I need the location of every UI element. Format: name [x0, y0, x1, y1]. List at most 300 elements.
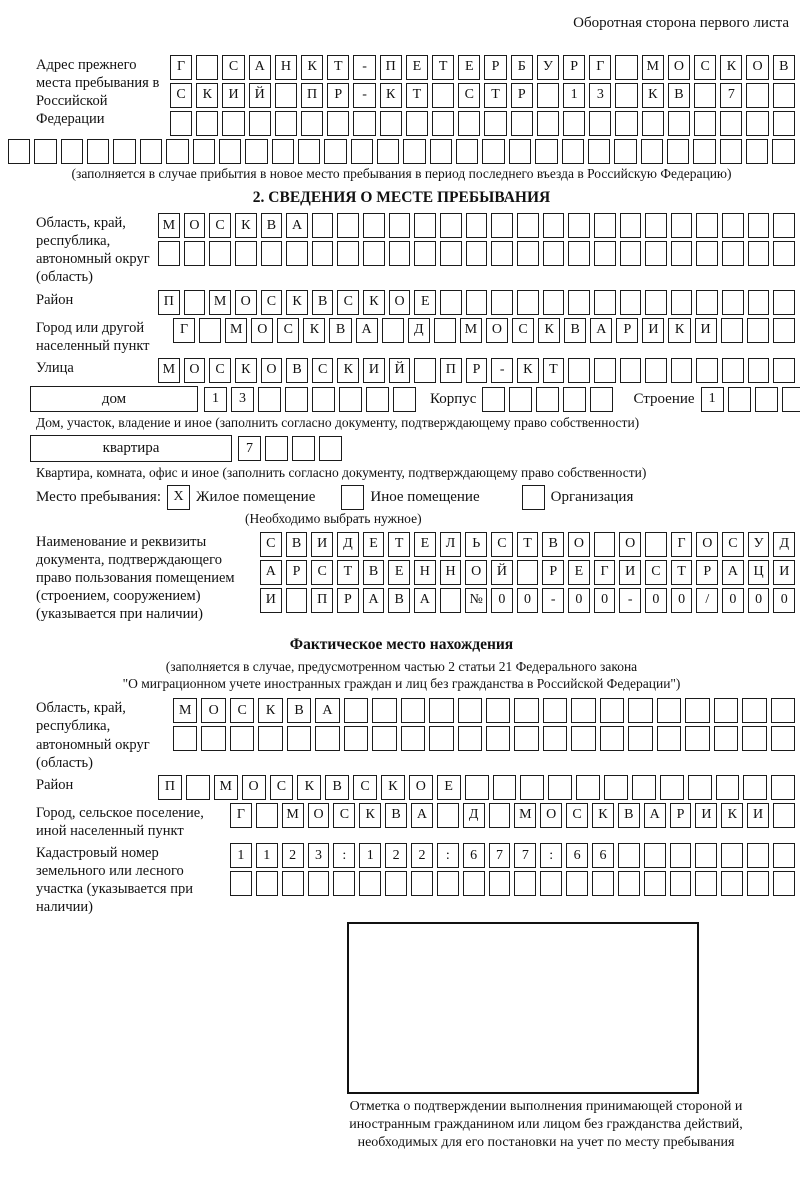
char-cell[interactable] — [645, 532, 667, 557]
char-cell[interactable]: 2 — [282, 843, 304, 868]
char-cell[interactable]: Е — [568, 560, 590, 585]
char-cell[interactable] — [517, 290, 539, 315]
char-cell[interactable]: В — [363, 560, 385, 585]
char-cell[interactable] — [657, 698, 681, 723]
char-cell[interactable] — [721, 871, 743, 896]
char-cell[interactable] — [594, 290, 616, 315]
char-cell[interactable] — [414, 213, 436, 238]
char-cell[interactable]: С — [312, 358, 334, 383]
char-cell[interactable] — [437, 803, 459, 828]
char-cell[interactable] — [486, 698, 510, 723]
char-cell[interactable] — [748, 290, 770, 315]
char-cell[interactable]: 6 — [566, 843, 588, 868]
char-cell[interactable] — [620, 358, 642, 383]
char-cell[interactable]: О — [668, 55, 690, 80]
char-cell[interactable] — [372, 698, 396, 723]
char-cell[interactable] — [219, 139, 241, 164]
char-cell[interactable]: Р — [286, 560, 308, 585]
char-cell[interactable] — [298, 139, 320, 164]
char-cell[interactable] — [620, 241, 642, 266]
char-cell[interactable] — [456, 139, 478, 164]
char-cell[interactable] — [568, 213, 590, 238]
char-cell[interactable] — [720, 111, 742, 136]
char-cell[interactable]: Г — [589, 55, 611, 80]
char-cell[interactable]: 3 — [308, 843, 330, 868]
char-cell[interactable] — [484, 111, 506, 136]
char-cell[interactable] — [486, 726, 510, 751]
char-cell[interactable] — [694, 83, 716, 108]
char-cell[interactable] — [344, 698, 368, 723]
char-cell[interactable] — [746, 111, 768, 136]
char-cell[interactable] — [514, 698, 538, 723]
char-cell[interactable] — [645, 290, 667, 315]
char-cell[interactable] — [312, 387, 335, 412]
char-cell[interactable]: И — [747, 803, 769, 828]
char-cell[interactable] — [382, 318, 404, 343]
char-cell[interactable]: О — [184, 213, 206, 238]
char-cell[interactable]: Б — [511, 55, 533, 80]
char-cell[interactable]: - — [353, 55, 375, 80]
char-cell[interactable] — [614, 139, 636, 164]
char-cell[interactable] — [245, 139, 267, 164]
char-cell[interactable] — [403, 139, 425, 164]
char-cell[interactable]: К — [721, 803, 743, 828]
char-cell[interactable]: С — [311, 560, 333, 585]
char-cell[interactable]: И — [260, 588, 282, 613]
stay-type-checkbox-zhiloe[interactable] — [167, 485, 190, 510]
char-cell[interactable]: 0 — [568, 588, 590, 613]
char-cell[interactable] — [458, 111, 480, 136]
char-cell[interactable]: О — [235, 290, 257, 315]
char-cell[interactable]: Ц — [748, 560, 770, 585]
char-cell[interactable] — [327, 111, 349, 136]
char-cell[interactable] — [337, 213, 359, 238]
char-cell[interactable] — [644, 843, 666, 868]
char-cell[interactable] — [401, 726, 425, 751]
char-cell[interactable]: И — [695, 318, 717, 343]
char-cell[interactable] — [667, 139, 689, 164]
char-cell[interactable] — [339, 387, 362, 412]
char-cell[interactable]: Й — [389, 358, 411, 383]
char-cell[interactable] — [782, 387, 800, 412]
char-cell[interactable]: 0 — [594, 588, 616, 613]
char-cell[interactable]: Р — [670, 803, 692, 828]
char-cell[interactable] — [337, 241, 359, 266]
char-cell[interactable] — [258, 726, 282, 751]
char-cell[interactable]: К — [337, 358, 359, 383]
char-cell[interactable] — [716, 775, 740, 800]
char-cell[interactable] — [720, 139, 742, 164]
char-cell[interactable] — [351, 139, 373, 164]
char-cell[interactable]: Т — [517, 532, 539, 557]
char-cell[interactable]: В — [564, 318, 586, 343]
char-cell[interactable] — [566, 871, 588, 896]
char-cell[interactable] — [377, 139, 399, 164]
char-cell[interactable] — [773, 358, 795, 383]
char-cell[interactable]: Е — [414, 290, 436, 315]
char-cell[interactable]: Р — [696, 560, 718, 585]
char-cell[interactable]: Т — [327, 55, 349, 80]
char-cell[interactable] — [571, 726, 595, 751]
char-cell[interactable]: М — [173, 698, 197, 723]
char-cell[interactable]: М — [209, 290, 231, 315]
char-cell[interactable] — [576, 775, 600, 800]
char-cell[interactable]: О — [540, 803, 562, 828]
char-cell[interactable] — [543, 290, 565, 315]
char-cell[interactable] — [292, 436, 315, 461]
char-cell[interactable] — [34, 139, 56, 164]
char-cell[interactable] — [301, 111, 323, 136]
char-cell[interactable]: Р — [542, 560, 564, 585]
char-cell[interactable] — [721, 318, 743, 343]
char-cell[interactable]: М — [225, 318, 247, 343]
char-cell[interactable] — [440, 588, 462, 613]
char-cell[interactable]: Г — [671, 532, 693, 557]
char-cell[interactable]: У — [748, 532, 770, 557]
char-cell[interactable]: С — [353, 775, 377, 800]
char-cell[interactable] — [522, 485, 545, 510]
char-cell[interactable]: В — [287, 698, 311, 723]
char-cell[interactable]: А — [315, 698, 339, 723]
char-cell[interactable] — [742, 698, 766, 723]
char-cell[interactable]: П — [380, 55, 402, 80]
char-cell[interactable] — [258, 387, 281, 412]
char-cell[interactable] — [366, 387, 389, 412]
char-cell[interactable] — [517, 213, 539, 238]
char-cell[interactable]: С — [645, 560, 667, 585]
char-cell[interactable]: 1 — [359, 843, 381, 868]
char-cell[interactable]: И — [311, 532, 333, 557]
char-cell[interactable]: О — [409, 775, 433, 800]
char-cell[interactable]: К — [235, 213, 257, 238]
char-cell[interactable] — [543, 241, 565, 266]
char-cell[interactable] — [385, 871, 407, 896]
char-cell[interactable] — [414, 241, 436, 266]
char-cell[interactable] — [685, 726, 709, 751]
char-cell[interactable] — [193, 139, 215, 164]
char-cell[interactable] — [695, 843, 717, 868]
char-cell[interactable]: А — [363, 588, 385, 613]
char-cell[interactable]: С — [170, 83, 192, 108]
char-cell[interactable]: Н — [440, 560, 462, 585]
char-cell[interactable]: О — [568, 532, 590, 557]
char-cell[interactable] — [536, 387, 559, 412]
char-cell[interactable]: К — [359, 803, 381, 828]
char-cell[interactable]: Й — [491, 560, 513, 585]
char-cell[interactable]: А — [356, 318, 378, 343]
char-cell[interactable] — [568, 241, 590, 266]
char-cell[interactable]: А — [590, 318, 612, 343]
char-cell[interactable] — [746, 139, 768, 164]
char-cell[interactable]: В — [325, 775, 349, 800]
char-cell[interactable] — [272, 139, 294, 164]
char-cell[interactable]: 6 — [463, 843, 485, 868]
char-cell[interactable] — [722, 290, 744, 315]
char-cell[interactable] — [166, 139, 188, 164]
char-cell[interactable] — [615, 83, 637, 108]
char-cell[interactable] — [618, 871, 640, 896]
char-cell[interactable] — [747, 843, 769, 868]
char-cell[interactable]: - — [353, 83, 375, 108]
char-cell[interactable]: В — [542, 532, 564, 557]
char-cell[interactable] — [319, 436, 342, 461]
char-cell[interactable] — [748, 213, 770, 238]
char-cell[interactable]: 7 — [238, 436, 261, 461]
char-cell[interactable] — [440, 241, 462, 266]
char-cell[interactable] — [489, 871, 511, 896]
char-cell[interactable] — [511, 111, 533, 136]
char-cell[interactable] — [520, 775, 544, 800]
char-cell[interactable]: С — [458, 83, 480, 108]
char-cell[interactable]: О — [308, 803, 330, 828]
char-cell[interactable] — [594, 241, 616, 266]
char-cell[interactable] — [440, 290, 462, 315]
char-cell[interactable]: А — [260, 560, 282, 585]
char-cell[interactable]: П — [301, 83, 323, 108]
char-cell[interactable]: В — [385, 803, 407, 828]
char-cell[interactable] — [393, 387, 416, 412]
char-cell[interactable]: М — [158, 213, 180, 238]
char-cell[interactable]: О — [619, 532, 641, 557]
char-cell[interactable]: В — [668, 83, 690, 108]
char-cell[interactable]: С — [261, 290, 283, 315]
char-cell[interactable] — [333, 871, 355, 896]
char-cell[interactable]: М — [642, 55, 664, 80]
char-cell[interactable]: О — [184, 358, 206, 383]
char-cell[interactable]: М — [460, 318, 482, 343]
char-cell[interactable]: К — [538, 318, 560, 343]
char-cell[interactable] — [537, 111, 559, 136]
char-cell[interactable]: А — [249, 55, 271, 80]
char-cell[interactable] — [432, 83, 454, 108]
char-cell[interactable] — [645, 213, 667, 238]
char-cell[interactable] — [537, 83, 559, 108]
char-cell[interactable]: 0 — [748, 588, 770, 613]
char-cell[interactable] — [773, 241, 795, 266]
char-cell[interactable] — [389, 241, 411, 266]
char-cell[interactable] — [186, 775, 210, 800]
char-cell[interactable] — [158, 241, 180, 266]
stay-type-checkbox-inoe[interactable] — [341, 485, 364, 510]
char-cell[interactable]: Т — [484, 83, 506, 108]
char-cell[interactable] — [722, 241, 744, 266]
char-cell[interactable] — [543, 213, 565, 238]
char-cell[interactable]: 7 — [514, 843, 536, 868]
char-cell[interactable]: : — [333, 843, 355, 868]
char-cell[interactable]: X — [167, 485, 190, 510]
char-cell[interactable]: С — [566, 803, 588, 828]
char-cell[interactable] — [671, 213, 693, 238]
char-cell[interactable] — [353, 111, 375, 136]
char-cell[interactable] — [644, 871, 666, 896]
char-cell[interactable] — [249, 111, 271, 136]
char-cell[interactable]: Г — [170, 55, 192, 80]
char-cell[interactable]: Р — [466, 358, 488, 383]
char-cell[interactable] — [411, 871, 433, 896]
char-cell[interactable]: К — [196, 83, 218, 108]
char-cell[interactable]: 3 — [231, 387, 254, 412]
char-cell[interactable] — [287, 726, 311, 751]
char-cell[interactable]: Е — [437, 775, 461, 800]
char-cell[interactable]: 1 — [563, 83, 585, 108]
char-cell[interactable]: С — [270, 775, 294, 800]
char-cell[interactable] — [773, 871, 795, 896]
char-cell[interactable]: Т — [671, 560, 693, 585]
char-cell[interactable]: С — [333, 803, 355, 828]
char-cell[interactable] — [514, 871, 536, 896]
char-cell[interactable]: О — [242, 775, 266, 800]
char-cell[interactable]: А — [414, 588, 436, 613]
char-cell[interactable] — [773, 290, 795, 315]
char-cell[interactable] — [771, 698, 795, 723]
char-cell[interactable] — [696, 241, 718, 266]
char-cell[interactable] — [694, 111, 716, 136]
char-cell[interactable] — [671, 241, 693, 266]
char-cell[interactable]: 0 — [645, 588, 667, 613]
char-cell[interactable] — [482, 387, 505, 412]
char-cell[interactable]: С — [209, 358, 231, 383]
char-cell[interactable] — [491, 241, 513, 266]
char-cell[interactable]: Й — [249, 83, 271, 108]
char-cell[interactable] — [363, 241, 385, 266]
char-cell[interactable]: К — [297, 775, 321, 800]
char-cell[interactable]: Е — [406, 55, 428, 80]
char-cell[interactable]: В — [286, 532, 308, 557]
char-cell[interactable] — [645, 358, 667, 383]
char-cell[interactable] — [645, 241, 667, 266]
char-cell[interactable]: 7 — [489, 843, 511, 868]
char-cell[interactable]: В — [312, 290, 334, 315]
char-cell[interactable] — [568, 358, 590, 383]
char-cell[interactable]: К — [363, 290, 385, 315]
char-cell[interactable] — [693, 139, 715, 164]
char-cell[interactable] — [275, 111, 297, 136]
char-cell[interactable] — [509, 387, 532, 412]
char-cell[interactable]: С — [209, 213, 231, 238]
char-cell[interactable] — [491, 213, 513, 238]
char-cell[interactable] — [256, 803, 278, 828]
char-cell[interactable] — [344, 726, 368, 751]
char-cell[interactable]: С — [260, 532, 282, 557]
char-cell[interactable] — [772, 139, 794, 164]
char-cell[interactable]: 2 — [411, 843, 433, 868]
char-cell[interactable] — [742, 726, 766, 751]
char-cell[interactable] — [743, 775, 767, 800]
char-cell[interactable]: И — [773, 560, 795, 585]
char-cell[interactable]: 7 — [720, 83, 742, 108]
char-cell[interactable]: К — [303, 318, 325, 343]
char-cell[interactable] — [773, 843, 795, 868]
char-cell[interactable] — [590, 387, 613, 412]
char-cell[interactable]: О — [389, 290, 411, 315]
char-cell[interactable] — [493, 775, 517, 800]
char-cell[interactable] — [230, 726, 254, 751]
char-cell[interactable] — [201, 726, 225, 751]
char-cell[interactable]: С — [277, 318, 299, 343]
char-cell[interactable] — [87, 139, 109, 164]
char-cell[interactable] — [466, 290, 488, 315]
char-cell[interactable] — [489, 803, 511, 828]
char-cell[interactable] — [482, 139, 504, 164]
char-cell[interactable]: К — [258, 698, 282, 723]
char-cell[interactable]: К — [380, 83, 402, 108]
char-cell[interactable]: Р — [337, 588, 359, 613]
char-cell[interactable]: Е — [363, 532, 385, 557]
char-cell[interactable]: В — [329, 318, 351, 343]
char-cell[interactable] — [230, 871, 252, 896]
char-cell[interactable] — [196, 55, 218, 80]
char-cell[interactable]: В — [773, 55, 795, 80]
char-cell[interactable] — [773, 803, 795, 828]
char-cell[interactable]: К — [668, 318, 690, 343]
char-cell[interactable] — [308, 871, 330, 896]
char-cell[interactable]: О — [465, 560, 487, 585]
char-cell[interactable]: Р — [484, 55, 506, 80]
char-cell[interactable]: 1 — [256, 843, 278, 868]
char-cell[interactable]: Р — [327, 83, 349, 108]
char-cell[interactable]: С — [722, 532, 744, 557]
char-cell[interactable] — [589, 111, 611, 136]
char-cell[interactable] — [571, 698, 595, 723]
char-cell[interactable]: Д — [408, 318, 430, 343]
char-cell[interactable] — [746, 83, 768, 108]
char-cell[interactable] — [773, 83, 795, 108]
char-cell[interactable]: К — [720, 55, 742, 80]
char-cell[interactable]: Т — [406, 83, 428, 108]
char-cell[interactable] — [696, 290, 718, 315]
char-cell[interactable]: О — [261, 358, 283, 383]
char-cell[interactable] — [432, 111, 454, 136]
char-cell[interactable] — [286, 588, 308, 613]
char-cell[interactable]: Д — [463, 803, 485, 828]
char-cell[interactable]: 1 — [230, 843, 252, 868]
char-cell[interactable]: Л — [440, 532, 462, 557]
char-cell[interactable] — [543, 698, 567, 723]
char-cell[interactable] — [430, 139, 452, 164]
char-cell[interactable] — [721, 843, 743, 868]
char-cell[interactable]: - — [491, 358, 513, 383]
char-cell[interactable]: - — [542, 588, 564, 613]
char-cell[interactable]: И — [619, 560, 641, 585]
char-cell[interactable]: С — [337, 290, 359, 315]
char-cell[interactable] — [113, 139, 135, 164]
char-cell[interactable] — [312, 241, 334, 266]
char-cell[interactable]: К — [592, 803, 614, 828]
char-cell[interactable] — [324, 139, 346, 164]
char-cell[interactable]: И — [695, 803, 717, 828]
char-cell[interactable] — [209, 241, 231, 266]
char-cell[interactable] — [315, 726, 339, 751]
char-cell[interactable]: И — [642, 318, 664, 343]
char-cell[interactable] — [173, 726, 197, 751]
char-cell[interactable]: Е — [414, 532, 436, 557]
char-cell[interactable] — [773, 213, 795, 238]
char-cell[interactable]: О — [746, 55, 768, 80]
char-cell[interactable]: 6 — [592, 843, 614, 868]
char-cell[interactable]: Т — [337, 560, 359, 585]
char-cell[interactable]: М — [214, 775, 238, 800]
char-cell[interactable] — [748, 358, 770, 383]
char-cell[interactable]: В — [286, 358, 308, 383]
char-cell[interactable]: Д — [773, 532, 795, 557]
char-cell[interactable]: Р — [511, 83, 533, 108]
char-cell[interactable] — [696, 213, 718, 238]
char-cell[interactable]: А — [411, 803, 433, 828]
char-cell[interactable] — [235, 241, 257, 266]
char-cell[interactable]: К — [286, 290, 308, 315]
char-cell[interactable]: Ь — [465, 532, 487, 557]
char-cell[interactable] — [748, 241, 770, 266]
